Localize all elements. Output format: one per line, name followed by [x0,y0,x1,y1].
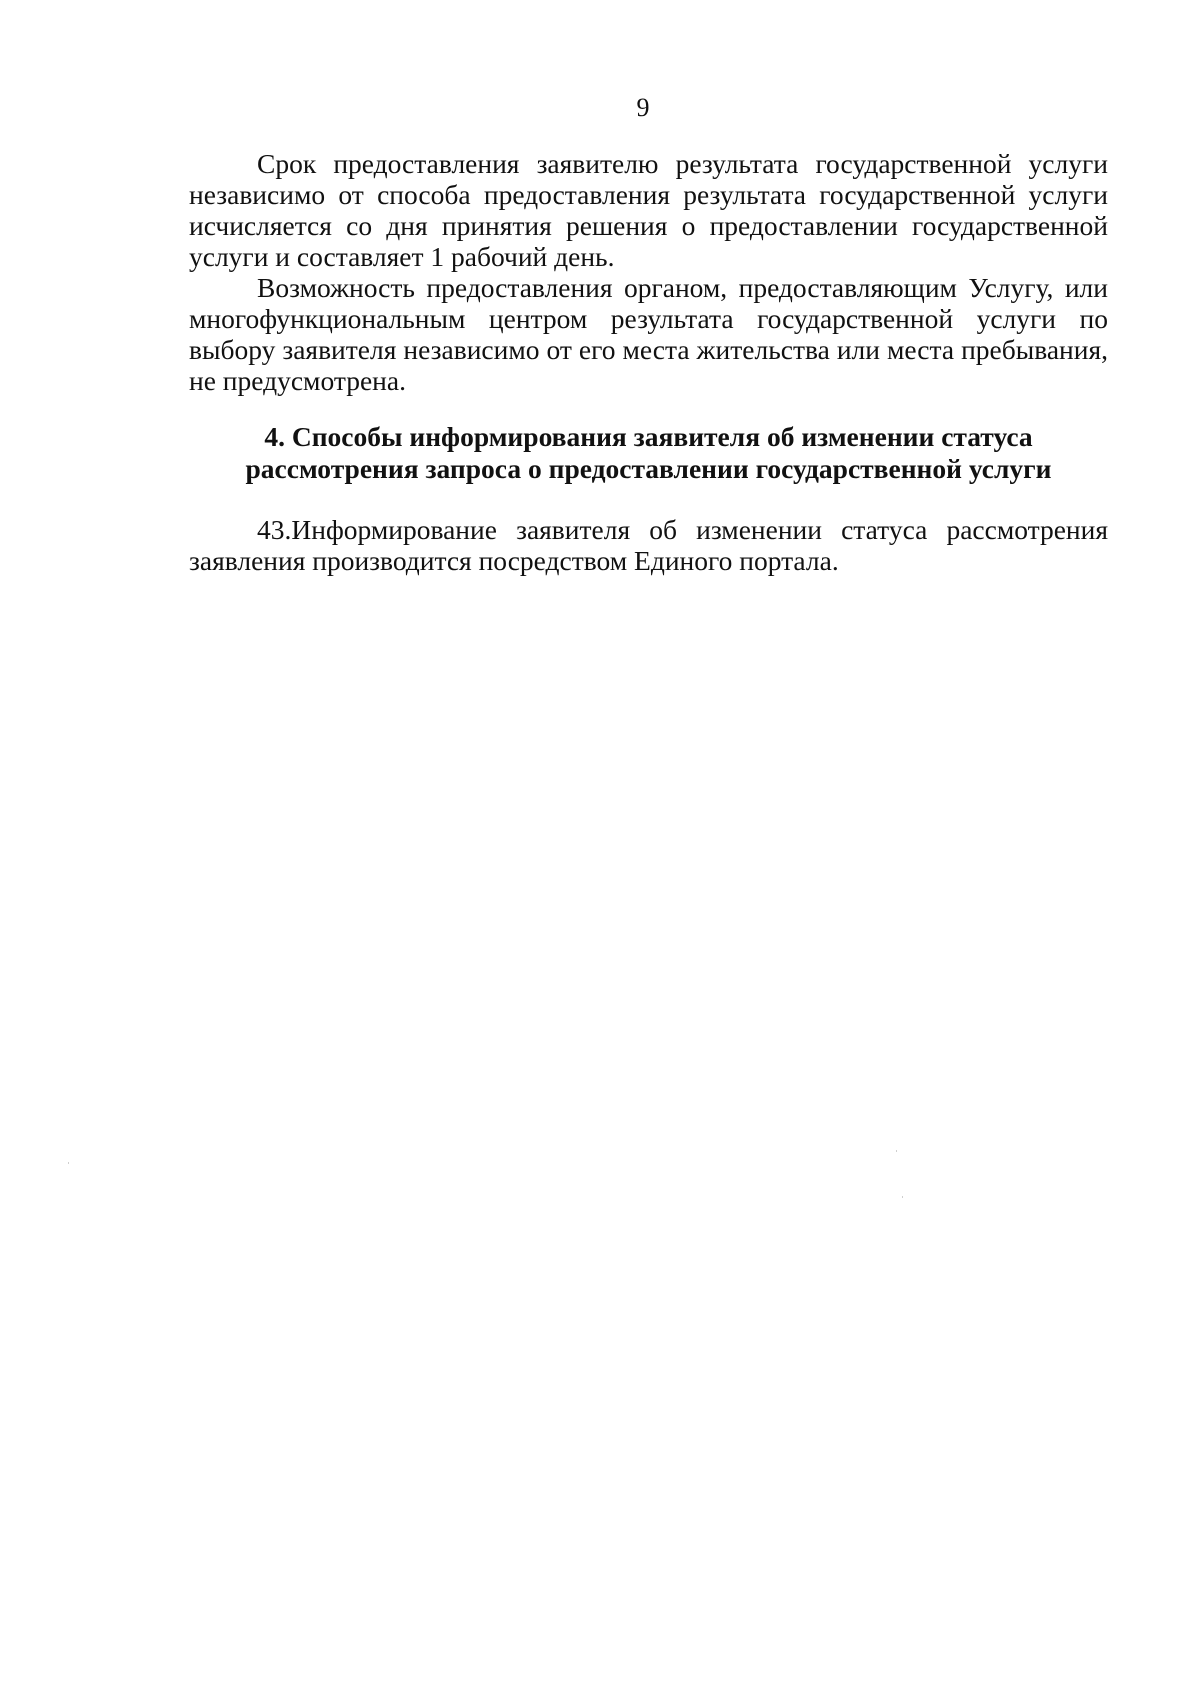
page-number: 9 [636,93,650,122]
scan-speck [902,1196,903,1198]
paragraph-extraterritorial: Возможность предоставления органом, предоставляющим Услугу, или многофункциональным центром результата государственной услуги по выбору заявителя независимо от его места жительства или места пребывания, не предусмотрена. [189,272,1108,396]
scan-speck [896,1150,897,1152]
section-heading-line-1: 4. Способы информирования заявителя об изменении статуса [264,421,1033,452]
body-text-top [189,148,1108,396]
paragraph-result-term: Срок предоставления заявителю результата государственной услуги независимо от способа предоставления результата государственной услуги исчисляется со дня принятия решения о предоставлении государственной услуги и составляет 1 рабочий день. [189,148,1108,272]
section-heading-line-2: рассмотрения запроса о предоставлении государственной услуги [245,453,1052,484]
section-heading [189,421,1108,485]
body-text-bottom [189,514,1108,576]
scan-speck [68,1162,69,1164]
paragraph-status-informing: 43.Информирование заявителя об изменении статуса рассмотрения заявления производится посредством Единого портала. [189,514,1108,576]
